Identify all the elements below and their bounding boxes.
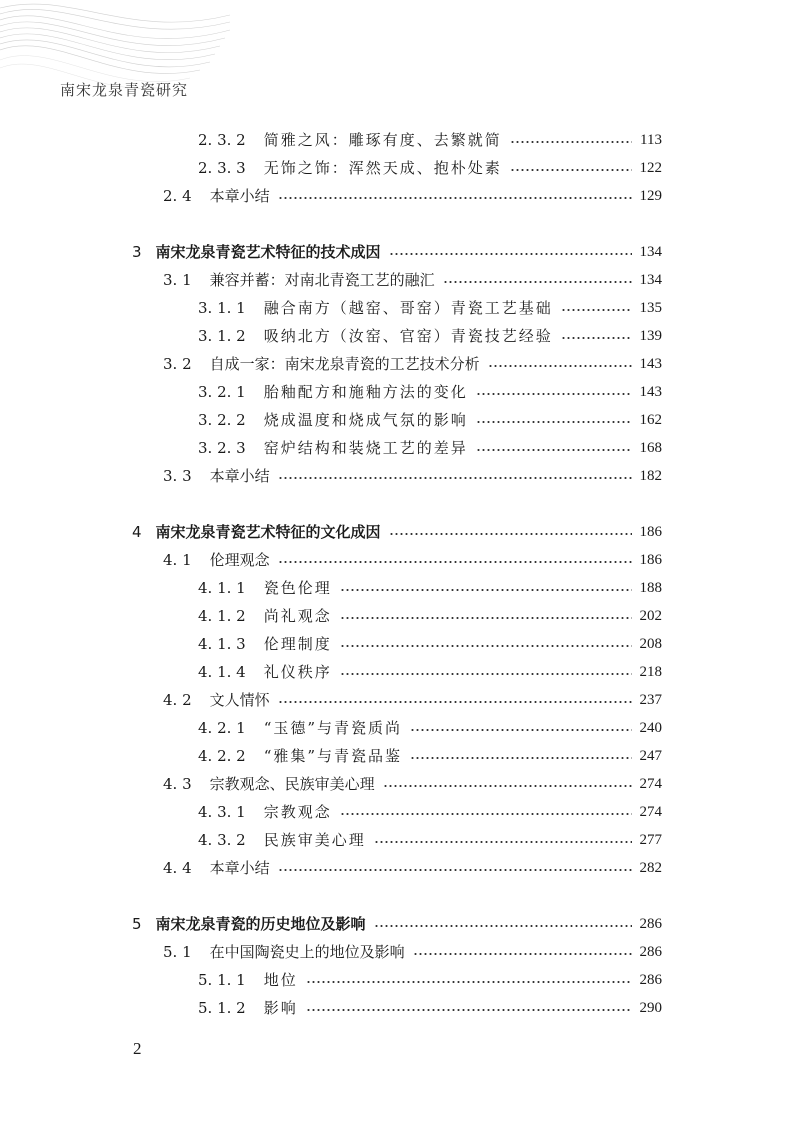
dot-leader [278, 869, 632, 871]
toc-section-title: 礼仪秩序 [263, 663, 332, 681]
toc-section-number: 4. 1 [163, 551, 192, 569]
dot-leader [383, 785, 632, 787]
toc-entry[interactable] [198, 408, 662, 432]
toc-page-number: 290 [639, 1000, 662, 1016]
dot-leader [278, 477, 632, 479]
toc-section-number: 3. 3 [163, 467, 192, 485]
toc-section-title: 瓷色伦理 [263, 579, 332, 597]
toc-page-number: 237 [639, 692, 662, 708]
toc-entry[interactable] [132, 240, 662, 264]
toc-entry[interactable] [163, 352, 662, 376]
dot-leader [278, 197, 632, 199]
dot-leader [389, 253, 632, 255]
dot-leader [413, 953, 632, 955]
toc-section-title: “雅集”与青瓷品鉴 [263, 747, 403, 765]
toc-entry[interactable] [198, 604, 662, 628]
toc-section-title: 宗教观念 [263, 803, 332, 821]
toc-page-number: 286 [639, 972, 662, 988]
toc-section-title: “玉德”与青瓷质尚 [263, 719, 403, 737]
toc-section-number: 4. 1. 1 [198, 579, 246, 597]
toc-section-number: 4. 2. 1 [198, 719, 246, 737]
toc-section-number: 4. 1. 4 [198, 663, 246, 681]
toc-section-title: 地位 [263, 971, 298, 989]
toc-section-title: 简雅之风：雕琢有度、去繁就简 [263, 131, 502, 149]
toc-section-title: 伦理观念 [209, 551, 270, 569]
toc-entry[interactable] [163, 548, 662, 572]
toc-entry[interactable] [163, 940, 662, 964]
toc-entry[interactable] [198, 968, 662, 992]
toc-section-title: 宗教观念、民族审美心理 [209, 775, 375, 793]
toc-entry[interactable] [132, 912, 662, 936]
dot-leader [476, 421, 632, 423]
dot-leader [374, 841, 632, 843]
running-header: 南宋龙泉青瓷研究 [60, 81, 189, 99]
toc-section-title: 南宋龙泉青瓷的历史地位及影响 [155, 915, 366, 933]
toc-section-number: 5. 1. 1 [198, 971, 246, 989]
toc-entry[interactable] [163, 772, 662, 796]
dot-leader [476, 393, 632, 395]
toc-page-number: 274 [639, 776, 662, 792]
toc-entry[interactable] [163, 688, 662, 712]
dot-leader [488, 365, 632, 367]
toc-section-number: 2. 4 [163, 187, 192, 205]
toc-entry[interactable] [198, 996, 662, 1020]
toc-section-number: 2. 3. 3 [198, 159, 246, 177]
dot-leader [561, 337, 632, 339]
toc-section-number: 4. 1. 3 [198, 635, 246, 653]
toc-section-title: 影响 [263, 999, 298, 1017]
toc-page-number: 208 [639, 636, 662, 652]
toc-page-number: 286 [639, 944, 662, 960]
dot-leader [374, 925, 632, 927]
dot-leader [306, 981, 632, 983]
toc-page-number: 277 [639, 832, 662, 848]
toc-section-number: 4. 2. 2 [198, 747, 246, 765]
toc-page-number: 247 [639, 748, 662, 764]
toc-page-number: 274 [639, 804, 662, 820]
toc-section-title: 融合南方（越窑、哥窑）青瓷工艺基础 [263, 299, 553, 317]
toc-section-number: 5. 1. 2 [198, 999, 246, 1017]
toc-section-title: 本章小结 [209, 187, 270, 205]
toc-section-number: 4. 1. 2 [198, 607, 246, 625]
toc-page-number: 188 [639, 580, 662, 596]
toc-page-number: 143 [639, 356, 662, 372]
toc-entry[interactable] [198, 576, 662, 600]
toc-entry[interactable] [198, 296, 662, 320]
toc-section-number: 5. 1 [163, 943, 192, 961]
toc-section-number: 4. 3 [163, 775, 192, 793]
toc-entry[interactable] [163, 184, 662, 208]
toc-section-number: 2. 3. 2 [198, 131, 246, 149]
toc-section-title: 烧成温度和烧成气氛的影响 [263, 411, 468, 429]
toc-section-number: 3. 1. 2 [198, 327, 246, 345]
dot-leader [561, 309, 632, 311]
dot-leader [306, 1009, 632, 1011]
toc-section-number: 4. 4 [163, 859, 192, 877]
toc-section-title: 本章小结 [209, 859, 270, 877]
dot-leader [410, 757, 631, 759]
toc-page-number: 135 [639, 300, 662, 316]
toc-section-title: 南宋龙泉青瓷艺术特征的技术成因 [155, 243, 381, 261]
page-number: 2 [133, 1039, 142, 1058]
toc-section-number: 4. 2 [163, 691, 192, 709]
toc-page-number: 286 [639, 916, 662, 932]
toc-entry[interactable] [198, 380, 662, 404]
toc-section-title: 兼容并蓄：对南北青瓷工艺的融汇 [209, 271, 435, 289]
toc-section-number: 5 [132, 915, 142, 933]
toc-page-number: 186 [639, 552, 662, 568]
toc-page-number: 162 [639, 412, 662, 428]
toc-section-number: 3. 2. 3 [198, 439, 246, 457]
dot-leader [278, 561, 632, 563]
toc-section-number: 3. 2 [163, 355, 192, 373]
toc-page-number: 113 [640, 132, 662, 148]
dot-leader [340, 673, 632, 675]
toc-entry[interactable] [198, 156, 662, 180]
toc-section-title: 南宋龙泉青瓷艺术特征的文化成因 [155, 523, 381, 541]
toc-section-number: 3. 2. 2 [198, 411, 246, 429]
dot-leader [340, 617, 632, 619]
toc-page-number: 202 [639, 608, 662, 624]
toc-section-title: 窑炉结构和装烧工艺的差异 [263, 439, 468, 457]
dot-leader [340, 645, 632, 647]
toc-section-number: 4 [132, 523, 142, 541]
toc-page-number: 122 [639, 160, 662, 176]
toc-section-title: 胎釉配方和施釉方法的变化 [263, 383, 468, 401]
toc-section-number: 4. 3. 1 [198, 803, 246, 821]
toc-page-number: 240 [639, 720, 662, 736]
toc-section-title: 尚礼观念 [263, 607, 332, 625]
dot-leader [278, 701, 632, 703]
toc-section-title: 吸纳北方（汝窑、官窑）青瓷技艺经验 [263, 327, 553, 345]
dot-leader [510, 169, 632, 171]
toc-section-number: 3. 1. 1 [198, 299, 246, 317]
dot-leader [410, 729, 631, 731]
dot-leader [340, 813, 632, 815]
toc-page-number: 282 [639, 860, 662, 876]
toc-entry[interactable] [163, 464, 662, 488]
toc-section-number: 3 [132, 243, 142, 261]
toc-section-title: 在中国陶瓷史上的地位及影响 [209, 943, 405, 961]
toc-entry[interactable] [198, 324, 662, 348]
toc-entry[interactable] [163, 856, 662, 880]
toc-entry[interactable] [198, 716, 662, 740]
toc-page-number: 129 [639, 188, 662, 204]
toc-section-number: 4. 3. 2 [198, 831, 246, 849]
toc-entry[interactable] [163, 268, 662, 292]
dot-leader [340, 589, 632, 591]
toc-section-title: 文人情怀 [209, 691, 270, 709]
toc-entry[interactable] [198, 744, 662, 768]
toc-page-number: 186 [639, 524, 662, 540]
dot-leader [510, 141, 632, 143]
dot-leader [389, 533, 632, 535]
toc-section-title: 伦理制度 [263, 635, 332, 653]
dot-leader [476, 449, 632, 451]
toc-entry[interactable] [198, 800, 662, 824]
toc-section-title: 自成一家：南宋龙泉青瓷的工艺技术分析 [209, 355, 480, 373]
toc-page-number: 139 [639, 328, 662, 344]
toc-page-number: 182 [639, 468, 662, 484]
dot-leader [443, 281, 632, 283]
toc-entry[interactable] [198, 632, 662, 656]
toc-entry[interactable] [198, 128, 662, 152]
toc-page-number: 134 [639, 244, 662, 260]
toc-entry[interactable] [198, 436, 662, 460]
toc-page-number: 143 [639, 384, 662, 400]
toc-page-number: 134 [639, 272, 662, 288]
toc-entry[interactable] [198, 828, 662, 852]
toc-page-number: 168 [639, 440, 662, 456]
toc-page-number: 218 [639, 664, 662, 680]
toc-entry[interactable] [132, 520, 662, 544]
toc-entry[interactable] [198, 660, 662, 684]
toc-section-title: 本章小结 [209, 467, 270, 485]
toc-section-title: 无饰之饰：浑然天成、抱朴处素 [263, 159, 502, 177]
toc-section-number: 3. 2. 1 [198, 383, 246, 401]
toc-section-number: 3. 1 [163, 271, 192, 289]
toc-section-title: 民族审美心理 [263, 831, 366, 849]
